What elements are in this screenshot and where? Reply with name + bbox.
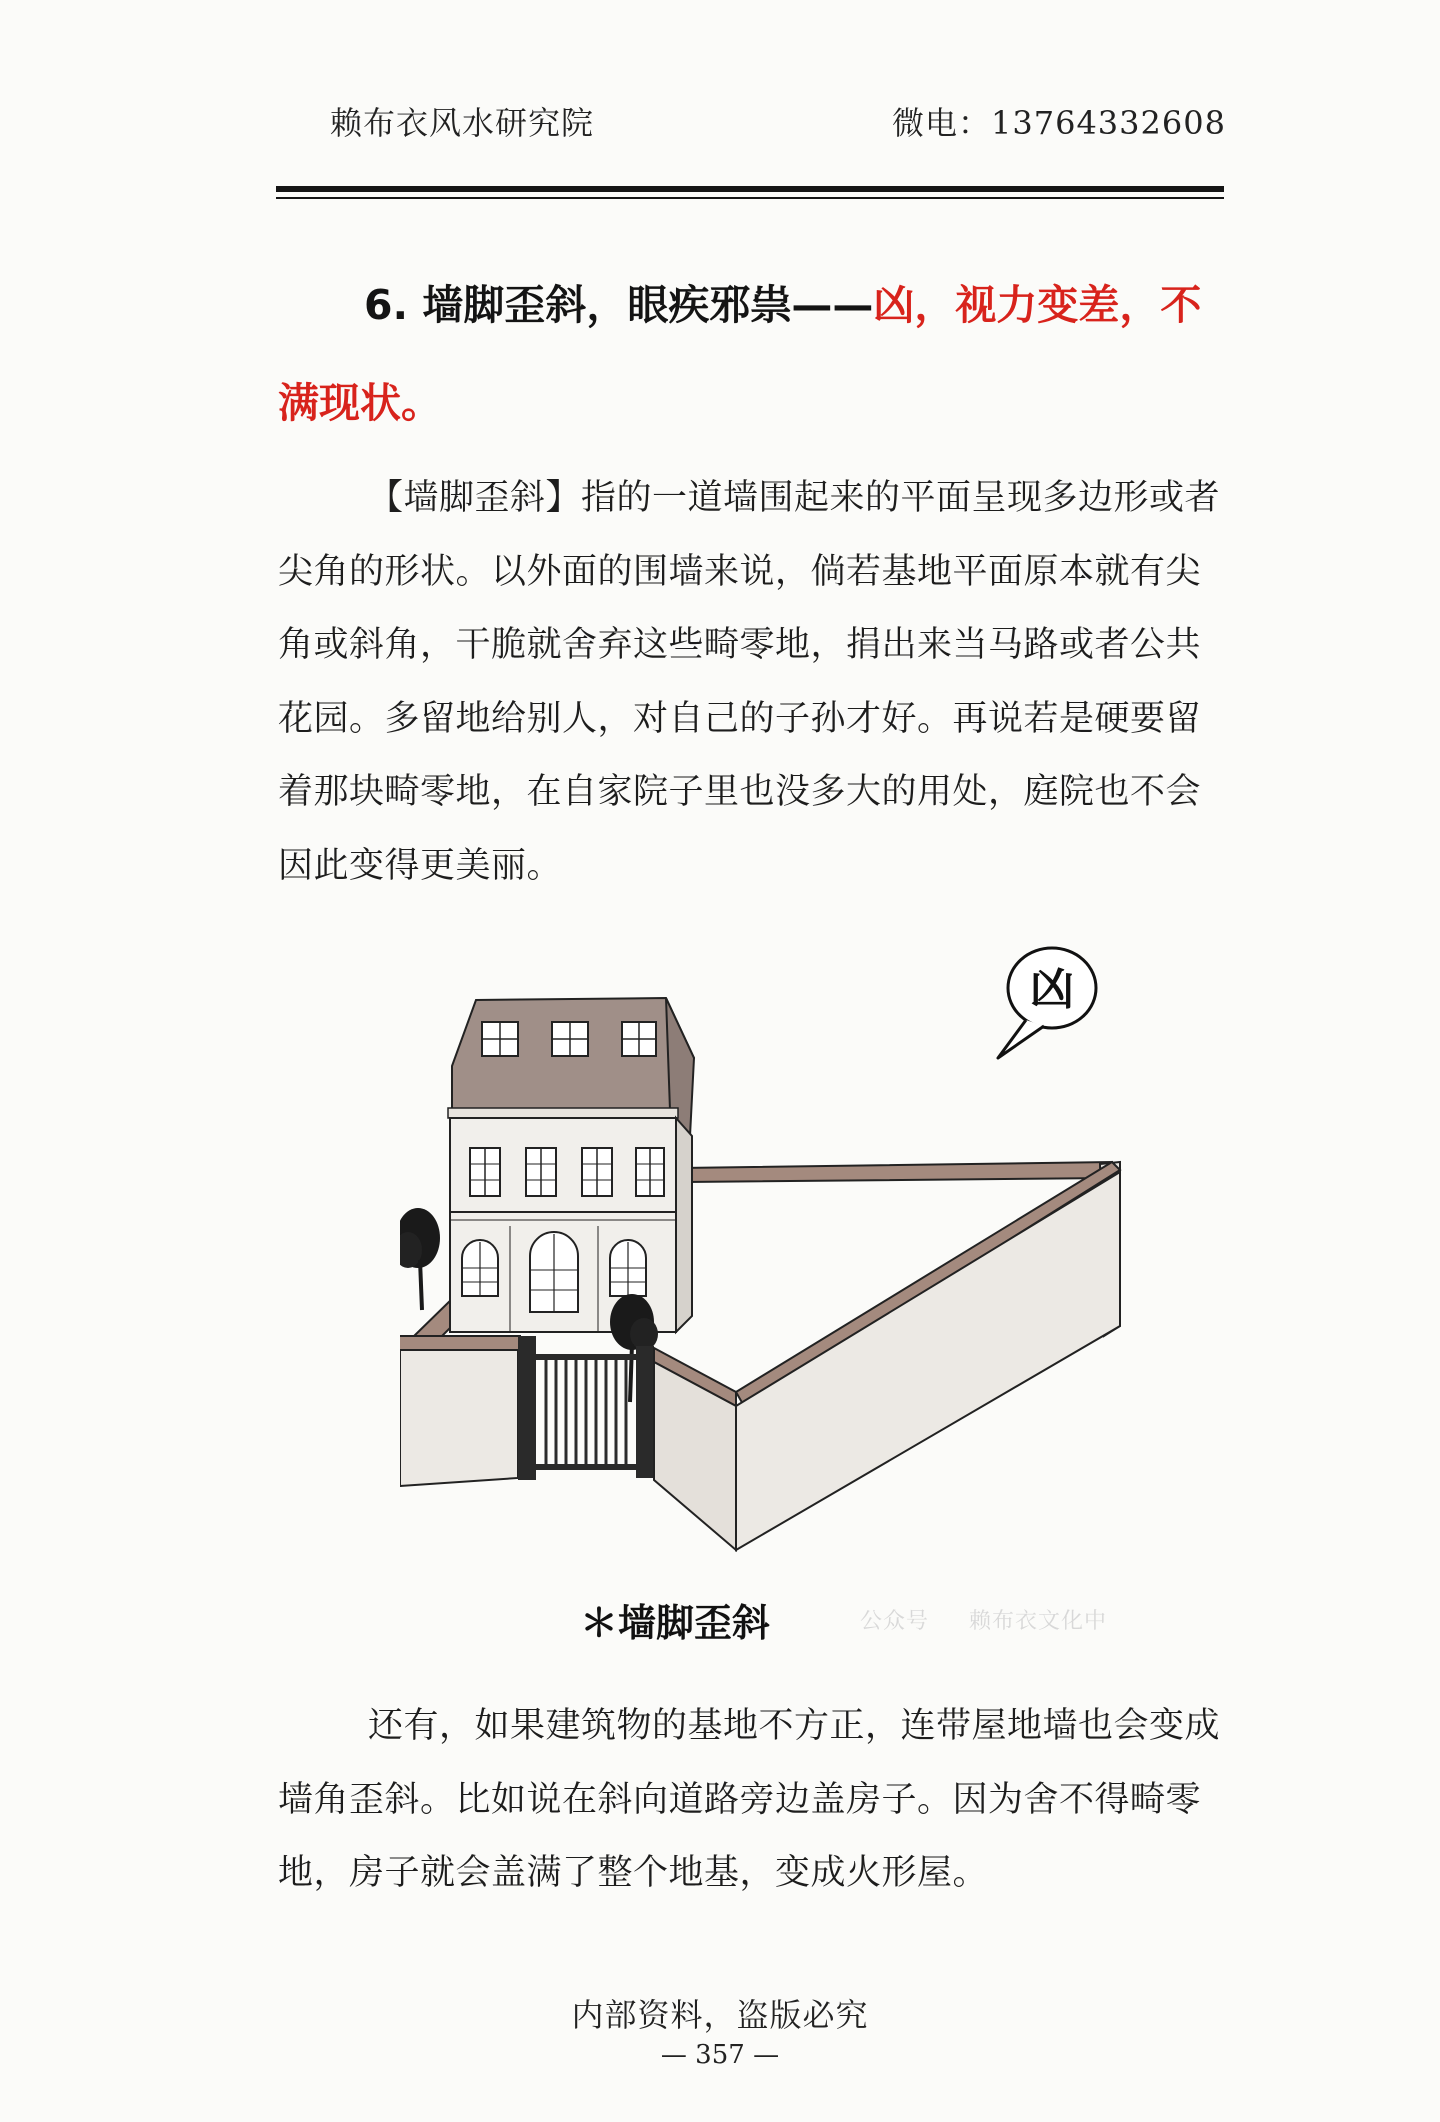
speech-bubble-text: 凶 — [1030, 964, 1074, 1015]
gate — [518, 1336, 654, 1480]
page-number: — 357 — — [660, 2040, 780, 2070]
front-wall-left — [400, 1336, 520, 1486]
footer-copyright-note: 内部资料，盗版必究 — [571, 1996, 869, 2034]
body-paragraph-1: 【墙脚歪斜】指的一道墙围起来的平面呈现多边形或者尖角的形状。以外面的围墙来说，倘若基地平面原本就有尖角或斜角，干脆就舍弃这些畸零地，捐出来当马路或者公共花园。多留地给别人，对自己的子孙才好。再说若是硬要留着那块畸零地，在自家院子里也没多大的用处，庭院也不会因此变得更美丽。 — [278, 478, 1221, 886]
watermark-left: 公众号 — [860, 1609, 930, 1634]
body-paragraph-2: 还有，如果建筑物的基地不方正，连带屋地墙也会变成墙角歪斜。比如说在斜向道路旁边盖房子。因为舍不得畸零地，房子就会盖满了整个地基，变成火形屋。 — [278, 1706, 1221, 1893]
header-rule-thick — [276, 186, 1224, 192]
section-heading — [278, 256, 1228, 452]
watermark — [860, 1604, 1107, 1635]
illustration-house-with-slanted-wall — [400, 940, 1140, 1560]
heading-verdict: 凶，视力变差，不满现状。 — [278, 281, 1202, 427]
header-rule-thin — [276, 197, 1224, 199]
heading-title: 6. 墙脚歪斜，眼疾邪祟—— — [364, 281, 874, 329]
watermark-right: 赖布衣文化中 — [969, 1609, 1108, 1634]
figure-caption: ＊墙脚歪斜 — [580, 1601, 771, 1645]
front-wall-right-slanted — [654, 1162, 1120, 1550]
speech-bubble — [998, 948, 1096, 1058]
header-contact: 微电：13764332608 — [892, 104, 1226, 142]
tree-left — [400, 1208, 440, 1310]
house — [448, 998, 694, 1332]
header-publisher: 赖布衣风水研究院 — [330, 104, 595, 142]
